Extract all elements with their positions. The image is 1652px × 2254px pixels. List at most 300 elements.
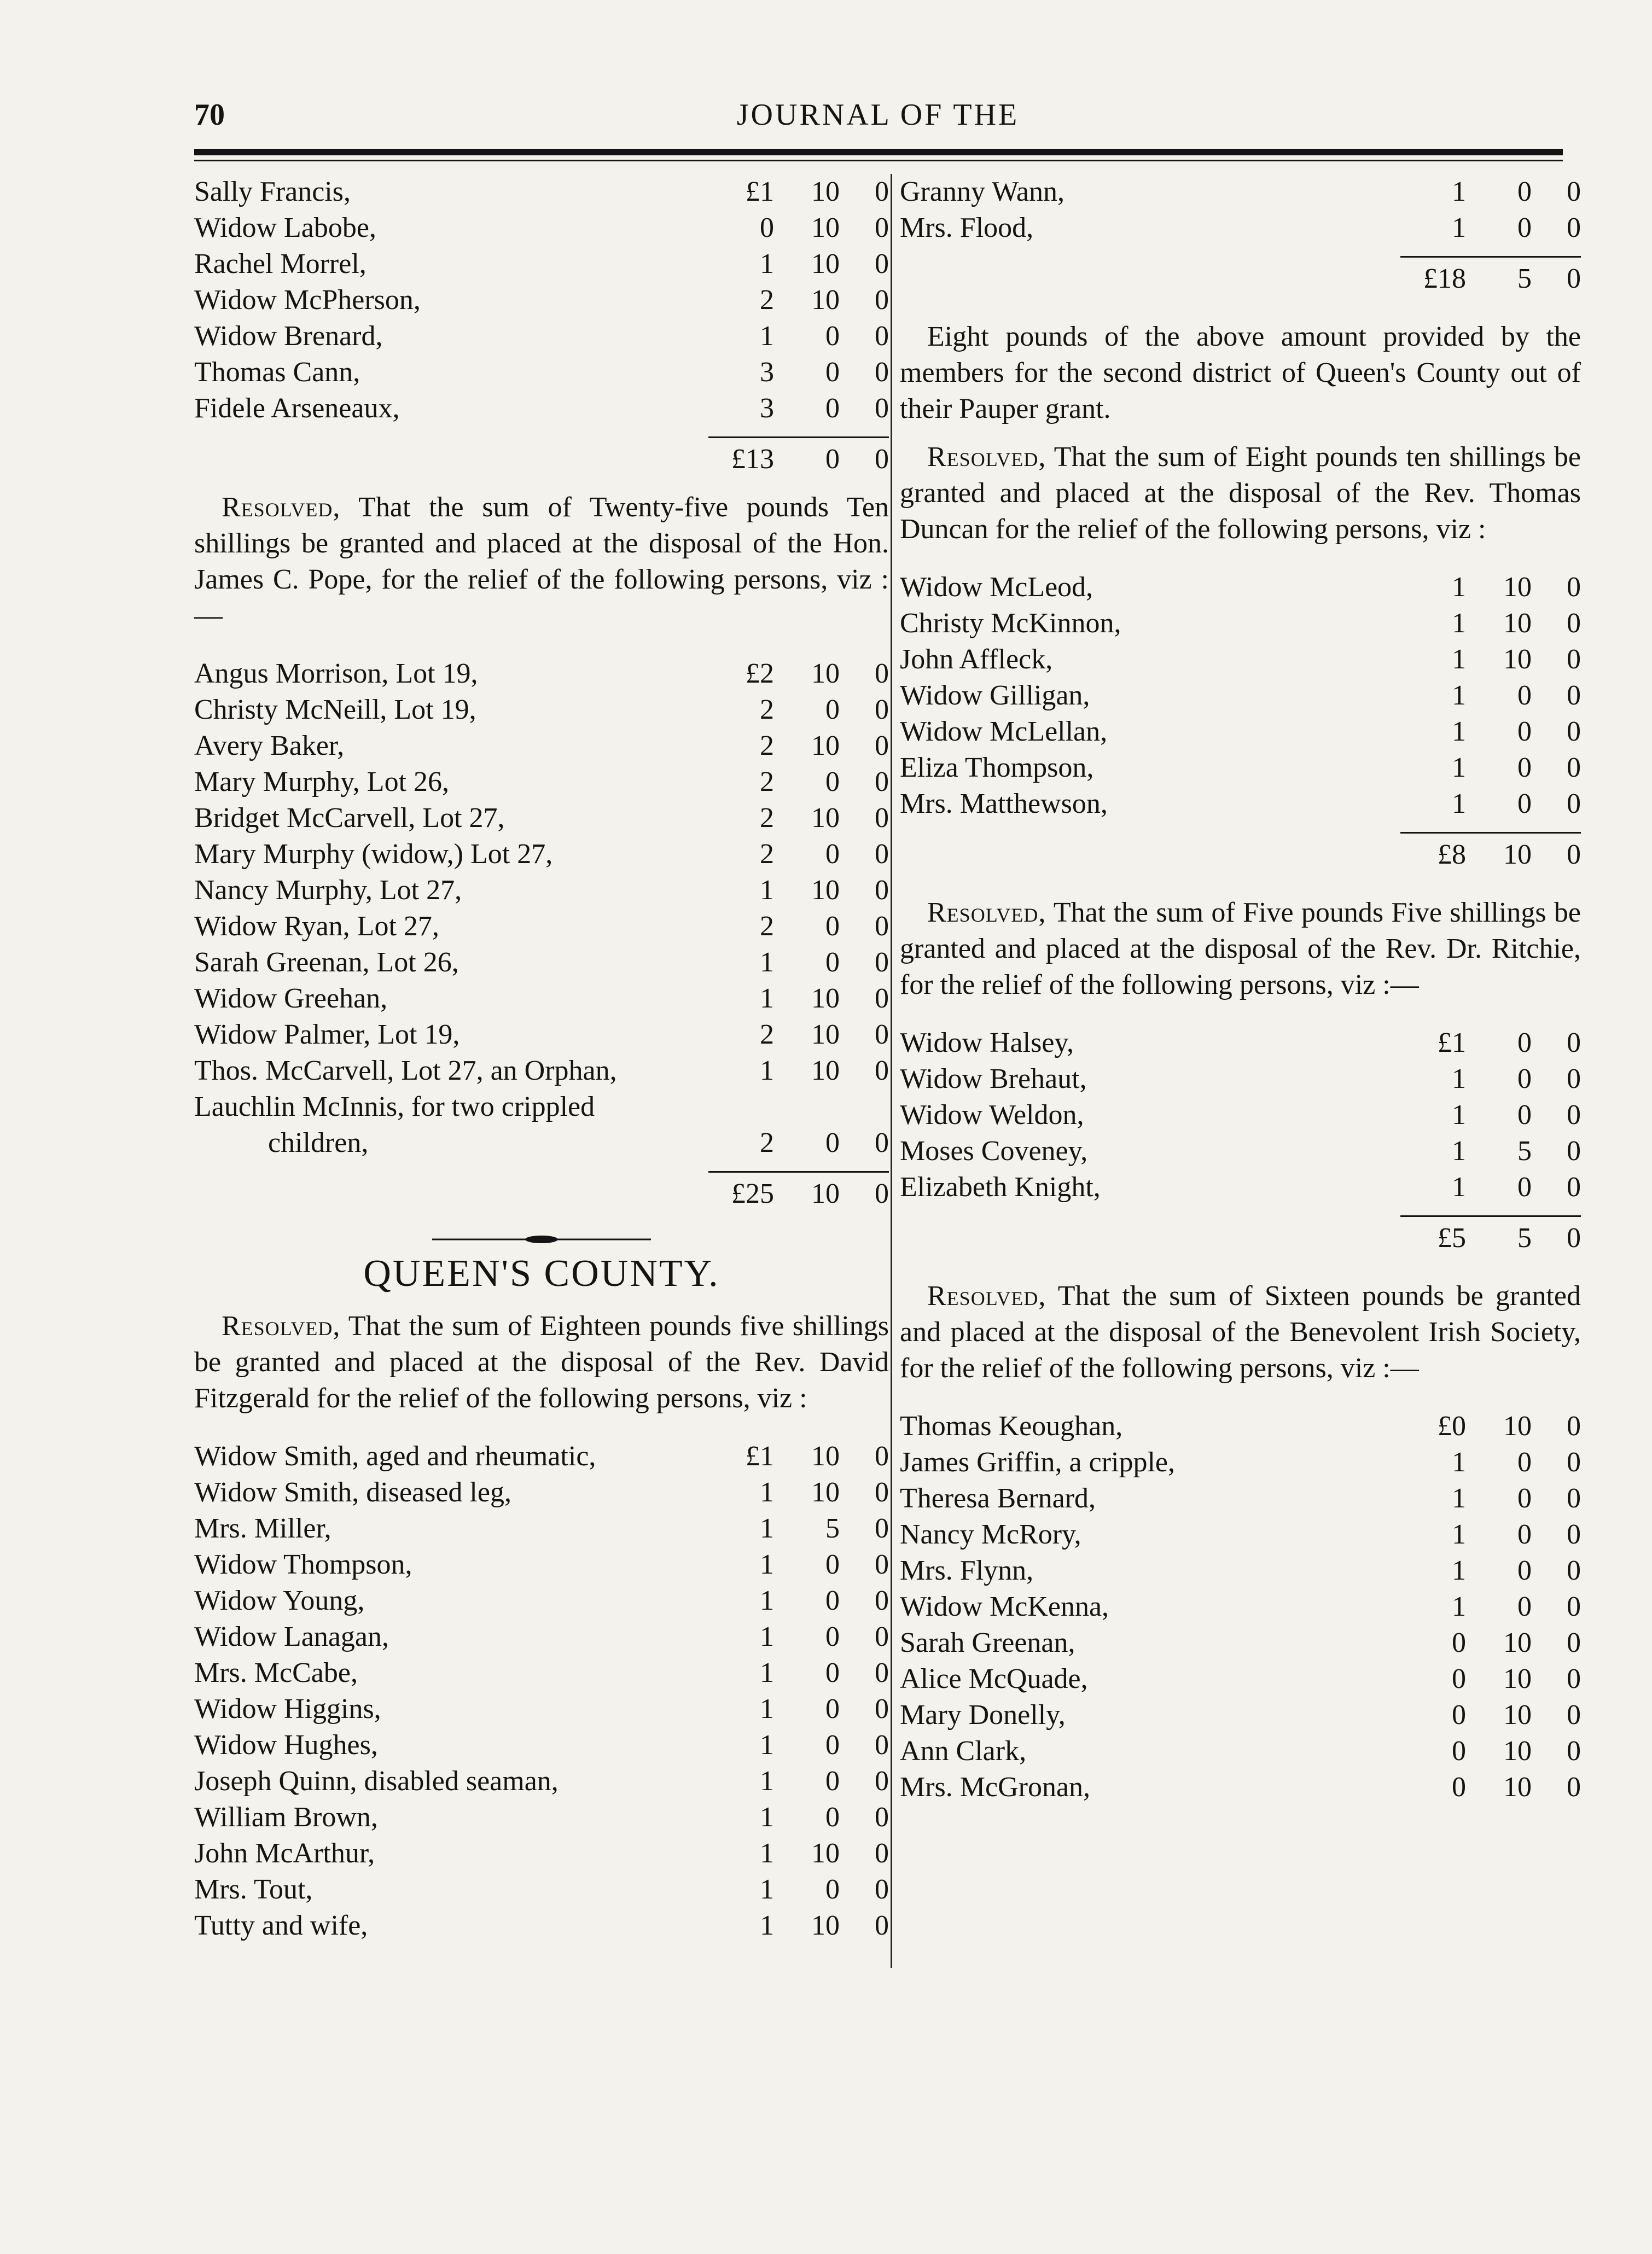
total-pence: 0 [1567,839,1581,870]
entry-pence: 0 [875,357,889,388]
entry-shillings: 10 [811,1910,840,1941]
entry-pounds: 2 [760,911,774,942]
entry-pounds: 1 [1452,212,1466,243]
resolution-text: That the sum of Sixteen pounds be granted and placed at the disposal of the Benevolent Irish Society, for the relief of the following persons, viz :— [900,1280,1581,1384]
entry-shillings: 0 [825,321,840,352]
entry-pence: 0 [1567,1663,1581,1694]
total-pounds: £13 [731,444,774,475]
list-item [194,1691,889,1727]
entry-pence: 0 [1567,680,1581,711]
entry-name: Mrs. Flynn, [900,1555,1034,1586]
entry-name: Widow Brehaut, [900,1063,1087,1094]
list-item [194,1438,889,1475]
entry-name: Widow McLeod, [900,572,1093,603]
resolution-text: That the sum of Five pounds Five shillings be granted and placed at the disposal of the Rev. Dr. Ritchie, for the relief of the following persons, viz :— [900,897,1581,1000]
entry-pence: 0 [875,321,889,352]
total-pounds: £25 [731,1178,774,1209]
list-item [900,1445,1581,1481]
entry-pounds: 1 [1452,1519,1466,1550]
entry-shillings: 0 [825,1549,840,1580]
entry-pounds: 0 [1452,1699,1466,1731]
left-column [194,174,889,1944]
entry-shillings: 0 [825,1874,840,1905]
entry-pounds: 0 [1452,1735,1466,1767]
list-item [194,800,889,836]
list-duncan [900,569,1581,822]
list-pope [194,656,889,1089]
entry-shillings: 0 [1517,1447,1532,1478]
entry-pence: 0 [875,176,889,207]
entry-pence: 0 [1567,1099,1581,1131]
resolution-text: That the sum of Eight pounds ten shillings be granted and placed at the disposal of the Rev. Thomas Duncan for the relief of the following persons, viz : [900,441,1581,545]
entry-pounds: 1 [760,1693,774,1725]
entry-name: Widow Hughes, [194,1729,378,1761]
entry-pounds: 1 [1452,788,1466,819]
entry-name: Christy McKinnon, [900,608,1121,639]
entry-pounds: 1 [760,1477,774,1508]
entry-pence: 0 [875,875,889,906]
resolution-irish-society [900,1278,1581,1387]
entry-pounds: 3 [760,357,774,388]
total-rule [708,1171,889,1173]
entry-pounds: 1 [1452,1063,1466,1094]
entry-name: Mrs. Matthewson, [900,788,1108,819]
total-shillings: 10 [811,1178,840,1209]
entry-pounds: 2 [760,694,774,725]
entry-shillings: 0 [825,357,840,388]
entry-shillings: 10 [1503,1735,1532,1767]
list-fitzgerald [194,1438,889,1944]
list-item [900,1769,1581,1805]
resolution-text: That the sum of Twenty-five pounds Ten shillings be granted and placed at the disposal of the Hon. James C. Pope, for the relief of the following persons, viz :— [194,492,889,631]
entry-name: Widow Gilligan, [900,680,1090,711]
entry-pounds: £1 [746,176,774,207]
pauper-grant-note: Eight pounds of the above amount provided by the members for the second district of Queen's County out of their Pauper grant. [900,321,1581,424]
entry-name: children, [268,1127,369,1158]
entry-name: Widow Young, [194,1585,365,1616]
entry-shillings: 0 [825,1729,840,1761]
entry-shillings: 0 [825,838,840,870]
total-rule [1400,256,1581,258]
entry-name: Widow Labobe, [194,212,376,243]
entry-pence: 0 [1567,1699,1581,1731]
entry-pence: 0 [875,1055,889,1086]
entry-name: Christy McNeill, Lot 19, [194,694,476,725]
entry-name: Widow Smith, aged and rheumatic, [194,1441,596,1472]
entry-name: Rachel Morrel, [194,248,367,279]
entry-shillings: 0 [825,1766,840,1797]
list-item [900,642,1581,678]
entry-shillings: 0 [825,393,840,424]
list-item [194,692,889,728]
entry-pounds: £2 [746,658,774,689]
list-item [194,1547,889,1583]
entry-name: Mrs. McCabe, [194,1657,358,1688]
entry-pence: 0 [875,1838,889,1869]
entry-name: Sally Francis, [194,176,351,207]
entry-name: Widow McPherson, [194,284,421,316]
entry-shillings: 10 [811,802,840,834]
entry-shillings: 10 [811,1019,840,1050]
entry-shillings: 10 [1503,1663,1532,1694]
list-irish-society [900,1408,1581,1805]
list-item [194,1053,889,1089]
entry-pence: 0 [875,1657,889,1688]
entry-name: Widow Palmer, Lot 19, [194,1019,460,1050]
list-item [194,391,889,427]
entry-name: John McArthur, [194,1838,375,1869]
entry-name: Mrs. Miller, [194,1513,331,1544]
list-item [900,714,1581,750]
entry-pounds: 1 [760,1513,774,1544]
header-rule-thin [194,160,1563,161]
entry-name: Widow Smith, diseased leg, [194,1477,511,1508]
list-item [194,1475,889,1511]
entry-pence: 0 [875,1441,889,1472]
total-rule [708,436,889,438]
list-item [900,1589,1581,1625]
entry-pence: 0 [1567,644,1581,675]
list-item [194,282,889,318]
ornament-rule [432,1234,651,1245]
list-item [194,1017,889,1053]
entry-pounds: 1 [1452,716,1466,747]
entry-pounds: 1 [1452,608,1466,639]
entry-pounds: 1 [1452,680,1466,711]
entry-pence: 0 [1567,1735,1581,1767]
entry-pounds: 1 [760,321,774,352]
entry-pounds: 1 [760,1838,774,1869]
list-item [194,1089,889,1125]
entry-pounds: 1 [760,1055,774,1086]
entry-pence: 0 [875,1910,889,1941]
resolution-lead: Resolved, [927,1280,1046,1312]
entry-pounds: 1 [760,1657,774,1688]
entry-pounds: 1 [760,1549,774,1580]
entry-pence: 0 [875,1127,889,1158]
entry-pence: 0 [875,1585,889,1616]
list-item [194,246,889,282]
entry-pence: 0 [875,1874,889,1905]
total-row [194,1176,889,1212]
entry-pence: 0 [1567,1519,1581,1550]
entry-shillings: 10 [1503,1699,1532,1731]
entry-shillings: 0 [825,947,840,978]
page-header [194,97,1562,141]
total-row [900,1220,1581,1256]
entry-pounds: 0 [1452,1663,1466,1694]
total-row [900,261,1581,297]
resolution-lead: Resolved, [927,897,1046,928]
resolution-ritchie [900,895,1581,1003]
entry-pounds: 1 [760,1802,774,1833]
entry-name: Widow Greehan, [194,983,388,1014]
entry-shillings: 0 [825,766,840,797]
list-item [194,354,889,391]
list-item [194,836,889,872]
entry-name: John Affleck, [900,644,1053,675]
total-shillings: 5 [1517,263,1532,294]
entry-pounds: 1 [1452,1447,1466,1478]
entry-pence: 0 [875,1513,889,1544]
entry-shillings: 10 [1503,1627,1532,1658]
entry-shillings: 5 [825,1513,840,1544]
column-divider [891,174,892,1968]
entry-pence: 0 [1567,608,1581,639]
entry-pence: 0 [875,284,889,316]
entry-pence: 0 [875,1729,889,1761]
entry-pounds: 1 [760,983,774,1014]
entry-pounds: 3 [760,393,774,424]
entry-shillings: 0 [1517,752,1532,783]
entry-pounds: 0 [1452,1627,1466,1658]
list-item [194,210,889,246]
entry-name: Sarah Greenan, Lot 26, [194,947,459,978]
entry-name: Eliza Thompson, [900,752,1094,783]
list-item [900,174,1581,210]
total-pounds: £18 [1423,263,1466,294]
entry-pence: 0 [1567,716,1581,747]
list-item [194,872,889,908]
entry-pence: 0 [875,947,889,978]
list-item [900,1625,1581,1661]
list-item [194,1799,889,1836]
entry-name: Mary Donelly, [900,1699,1066,1731]
entry-shillings: 10 [811,983,840,1014]
list-item [900,1481,1581,1517]
entry-shillings: 0 [1517,1555,1532,1586]
list-item [900,1133,1581,1169]
entry-shillings: 0 [1517,1099,1532,1131]
entry-shillings: 0 [1517,716,1532,747]
entry-name: Mrs. Tout, [194,1874,313,1905]
entry-shillings: 0 [825,1657,840,1688]
entry-pence: 0 [875,1766,889,1797]
entry-shillings: 0 [1517,1519,1532,1550]
list-item [194,1511,889,1547]
entry-name: Alice McQuade, [900,1663,1088,1694]
list-item [194,1872,889,1908]
list-item [900,1697,1581,1733]
entry-name: Widow Halsey, [900,1027,1074,1058]
entry-pence: 0 [1567,1447,1581,1478]
resolution-lead: Resolved, [222,1311,341,1342]
entry-shillings: 0 [1517,212,1532,243]
resolution-lead: Resolved, [927,441,1046,473]
entry-pence: 0 [1567,1483,1581,1514]
entry-pence: 0 [875,766,889,797]
entry-pence: 0 [875,248,889,279]
entry-shillings: 10 [811,658,840,689]
entry-name: Widow Lanagan, [194,1621,389,1652]
entry-pence: 0 [1567,752,1581,783]
entry-pence: 0 [875,1621,889,1652]
entry-shillings: 10 [811,176,840,207]
entry-pounds: £1 [1438,1027,1466,1058]
entry-name: William Brown, [194,1802,378,1833]
entry-pounds: 1 [1452,752,1466,783]
total-rule [1400,832,1581,834]
entry-shillings: 10 [811,1055,840,1086]
entry-pounds: 2 [760,802,774,834]
list-item [900,678,1581,714]
total-row [194,441,889,477]
entry-shillings: 0 [1517,1591,1532,1622]
entry-pounds: 1 [760,875,774,906]
entry-pence: 0 [875,838,889,870]
entry-name: Widow Higgins, [194,1693,381,1725]
entry-shillings: 10 [811,1477,840,1508]
list-item [194,174,889,210]
page-number: 70 [194,98,225,132]
list-item [194,1763,889,1799]
list-item [900,1408,1581,1445]
entry-name: Mary Murphy, Lot 26, [194,766,450,797]
entry-name: Ann Clark, [900,1735,1027,1767]
total-pence: 0 [1567,1222,1581,1254]
total-rule [1400,1215,1581,1217]
entry-name: Theresa Bernard, [900,1483,1096,1514]
entry-shillings: 10 [1503,608,1532,639]
list-item [194,318,889,354]
entry-pounds: 1 [760,248,774,279]
entry-name: Widow Weldon, [900,1099,1084,1131]
entry-shillings: 10 [811,212,840,243]
entry-name: Nancy Murphy, Lot 27, [194,875,462,906]
entry-name: Mrs. McGronan, [900,1772,1091,1803]
entry-pence: 0 [875,658,889,689]
entry-pence: 0 [1567,572,1581,603]
entry-shillings: 0 [825,1585,840,1616]
list-item [900,1553,1581,1589]
entry-shillings: 0 [1517,176,1532,207]
entry-name: Granny Wann, [900,176,1065,207]
list-item [900,210,1581,246]
entry-pence: 0 [875,1019,889,1050]
entry-pounds: 1 [1452,1099,1466,1131]
header-rule-thick [194,149,1563,155]
entry-pounds: 1 [760,947,774,978]
running-title: JOURNAL OF THE [736,98,1020,132]
entry-pounds: 1 [760,1585,774,1616]
list-item [900,750,1581,786]
entry-pounds: 2 [760,1019,774,1050]
resolution-pope [194,490,889,634]
total-pence: 0 [1567,263,1581,294]
entry-pence: 0 [1567,176,1581,207]
entry-pence: 0 [1567,1172,1581,1203]
list-item [194,1583,889,1619]
resolution-lead: Resolved, [222,492,341,523]
entry-shillings: 10 [811,284,840,316]
list-item [194,764,889,800]
entry-shillings: 0 [1517,1172,1532,1203]
total-pounds: £5 [1438,1222,1466,1254]
total-pence: 0 [875,444,889,475]
entry-name: Widow McKenna, [900,1591,1109,1622]
entry-pounds: 2 [760,284,774,316]
entry-pence: 0 [1567,1411,1581,1442]
list-item [194,656,889,692]
entry-name: Angus Morrison, Lot 19, [194,658,478,689]
entry-pounds: £1 [746,1441,774,1472]
entry-shillings: 10 [811,875,840,906]
entry-name: Joseph Quinn, disabled seaman, [194,1766,559,1797]
entry-shillings: 10 [1503,1411,1532,1442]
entry-name: Widow Ryan, Lot 27, [194,911,439,942]
right-column [900,174,1581,1805]
list-item [194,728,889,764]
entry-name: Lauchlin McInnis, for two crippled [194,1091,595,1122]
entry-name: Avery Baker, [194,730,345,761]
entry-name: Thos. McCarvell, Lot 27, an Orphan, [194,1055,617,1086]
total-pounds: £8 [1438,839,1466,870]
list-item [900,605,1581,642]
entry-name: Mrs. Flood, [900,212,1034,243]
entry-pounds: 0 [760,212,774,243]
list-item [900,1733,1581,1769]
entry-pounds: 1 [1452,1172,1466,1203]
list-ritchie [900,1025,1581,1205]
list-item [194,908,889,945]
entry-shillings: 0 [1517,1063,1532,1094]
entry-pounds: 1 [1452,176,1466,207]
list-continued [900,174,1581,246]
entry-pounds: 2 [760,730,774,761]
entry-shillings: 10 [811,1441,840,1472]
entry-pence: 0 [1567,1627,1581,1658]
entry-shillings: 0 [1517,788,1532,819]
entry-shillings: 0 [1517,1483,1532,1514]
list-item [900,1661,1581,1697]
entry-shillings: 0 [1517,1027,1532,1058]
list-item [194,981,889,1017]
entry-pounds: 1 [1452,1135,1466,1167]
list-item [194,1619,889,1655]
entry-pence: 0 [875,802,889,834]
entry-pounds: 1 [760,1729,774,1761]
entry-pounds: 2 [760,1127,774,1158]
entry-pence: 0 [875,1802,889,1833]
list-item [900,1169,1581,1205]
total-shillings: 0 [825,444,840,475]
entry-name: Mary Murphy (widow,) Lot 27, [194,838,553,870]
entry-pounds: 1 [1452,1591,1466,1622]
entry-pence: 0 [875,911,889,942]
entry-pounds: 1 [760,1874,774,1905]
entry-shillings: 10 [1503,572,1532,603]
total-row [900,837,1581,873]
list-item [900,1097,1581,1133]
entry-pence: 0 [1567,212,1581,243]
entry-shillings: 0 [825,1802,840,1833]
list-item [900,786,1581,822]
list-item [900,1517,1581,1553]
entry-pounds: 2 [760,766,774,797]
entry-shillings: 0 [825,1621,840,1652]
entry-shillings: 10 [811,730,840,761]
entry-name: Sarah Greenan, [900,1627,1075,1658]
entry-pounds: 2 [760,838,774,870]
total-shillings: 5 [1517,1222,1532,1254]
entry-pence: 0 [875,1693,889,1725]
section-heading: QUEEN'S COUNTY. [363,1253,720,1295]
entry-pence: 0 [875,393,889,424]
list-a [194,174,889,427]
entry-pence: 0 [875,694,889,725]
entry-shillings: 10 [1503,644,1532,675]
entry-pence: 0 [875,212,889,243]
